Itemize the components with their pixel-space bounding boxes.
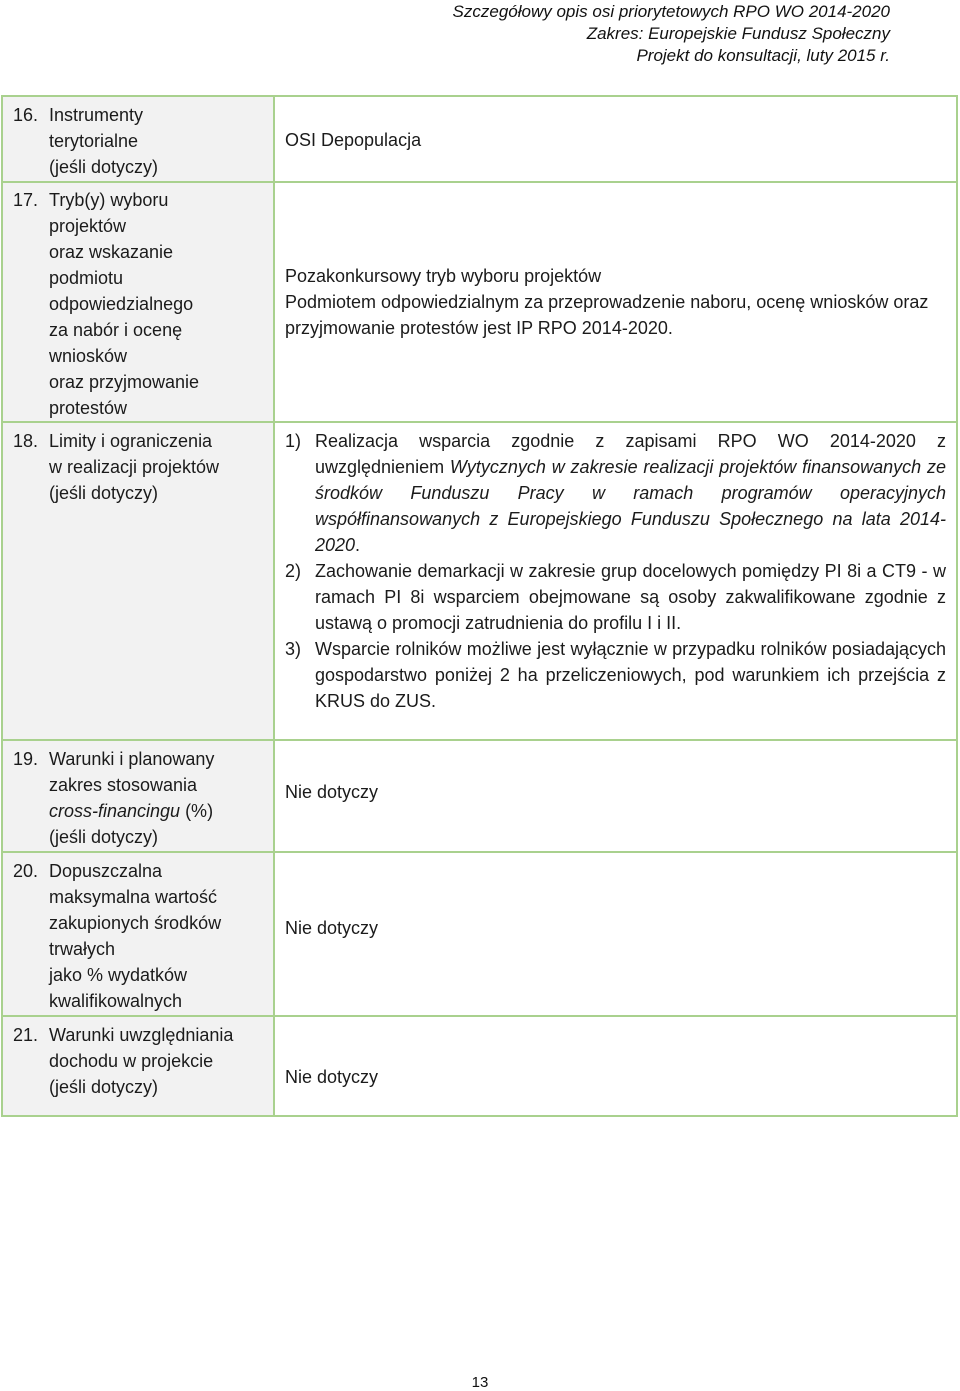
table-row <box>2 422 957 740</box>
row-label-cell <box>2 96 274 182</box>
header-title: Szczegółowy opis osi priorytetowych RPO WO 2014-2020 <box>452 2 890 21</box>
priority-axis-table <box>1 95 958 1117</box>
row-label-cell <box>2 852 274 1016</box>
list-marker: 3) <box>285 639 302 659</box>
row-value-cell <box>274 182 957 422</box>
selection-mode-text: Pozakonkursowy tryb wyboru projektów <box>285 266 602 286</box>
table-row <box>2 96 957 182</box>
table-row <box>2 740 957 852</box>
row-number: 16. <box>13 105 39 125</box>
row-number: 21. <box>13 1025 39 1045</box>
row-value-cell <box>274 96 957 182</box>
list-item <box>285 636 946 714</box>
list-marker: 2) <box>285 561 302 581</box>
list-item-text: Wsparcie rolników możliwe jest wyłącznie w przypadku rolników posiadających gospodarstwo poniżej 2 ha przeliczeniowych, pod warunkiem ich przejścia z KRUS do ZUS. <box>315 639 946 711</box>
row-label-cell <box>2 740 274 852</box>
row-label: Instrumenty terytorialne (jeśli dotyczy) <box>49 105 159 177</box>
row-value-cell <box>274 852 957 1016</box>
row-value: Nie dotyczy <box>285 1067 379 1087</box>
row-value-cell <box>274 422 957 740</box>
header-scope: Zakres: Europejskie Fundusz Społeczny <box>586 24 890 43</box>
list-item-text: Zachowanie demarkacji w zakresie grup docelowych pomiędzy PI 8i a CT9 - w ramach PI 8i wsparciem obejmowane są osoby zakwalifikowane zgodnie z ustawą o promocji zatrudnienia do profilu I i II. <box>315 561 946 633</box>
row-number: 17. <box>13 190 39 210</box>
row-number: 19. <box>13 749 39 769</box>
row-value-cell <box>274 1016 957 1116</box>
row-label-cell <box>2 422 274 740</box>
list-item <box>285 428 946 558</box>
page-number: 13 <box>471 1374 489 1391</box>
limits-list <box>285 428 946 714</box>
list-item-text: Realizacja wsparcia zgodnie z zapisami RPO WO 2014-2020 z uwzględnieniem Wytycznych w zakresie realizacji projektów finansowanych ze środków Funduszu Pracy w ramach programów operacyjnych współfinansowanych z Europejskiego Funduszu Społecznego na lata 2014-2020. <box>315 431 947 555</box>
row-number: 20. <box>13 861 39 881</box>
responsible-entity-text: Podmiotem odpowiedzialnym za przeprowadzenie naboru, ocenę wniosków oraz przyjmowanie protestów jest IP RPO 2014-2020. <box>285 292 929 338</box>
row-value: Nie dotyczy <box>285 782 379 802</box>
row-number: 18. <box>13 431 39 451</box>
row-label-cell <box>2 182 274 422</box>
list-marker: 1) <box>285 431 302 451</box>
row-value-cell <box>274 740 957 852</box>
row-label-cell <box>2 1016 274 1116</box>
row-label: Warunki i planowany zakres stosowania cross-financingu (%) (jeśli dotyczy) <box>49 749 215 847</box>
table-row <box>2 182 957 422</box>
table-row <box>2 852 957 1016</box>
row-label: Warunki uwzględniania dochodu w projekcie (jeśli dotyczy) <box>49 1025 234 1097</box>
header-status: Projekt do konsultacji, luty 2015 r. <box>636 46 890 65</box>
row-label: Limity i ograniczenia w realizacji projektów (jeśli dotyczy) <box>49 431 220 503</box>
list-item <box>285 558 946 636</box>
table-row <box>2 1016 957 1116</box>
row-value: OSI Depopulacja <box>285 130 422 150</box>
row-value: Nie dotyczy <box>285 918 379 938</box>
document-header <box>370 0 890 67</box>
row-label: Dopuszczalna maksymalna wartość zakupionych środków trwałych jako % wydatków kwalifikowalnych <box>49 861 222 1011</box>
row-label: Tryb(y) wyboru projektów oraz wskazanie podmiotu odpowiedzialnego za nabór i ocenę wniosków oraz przyjmowanie protestów <box>49 190 200 418</box>
